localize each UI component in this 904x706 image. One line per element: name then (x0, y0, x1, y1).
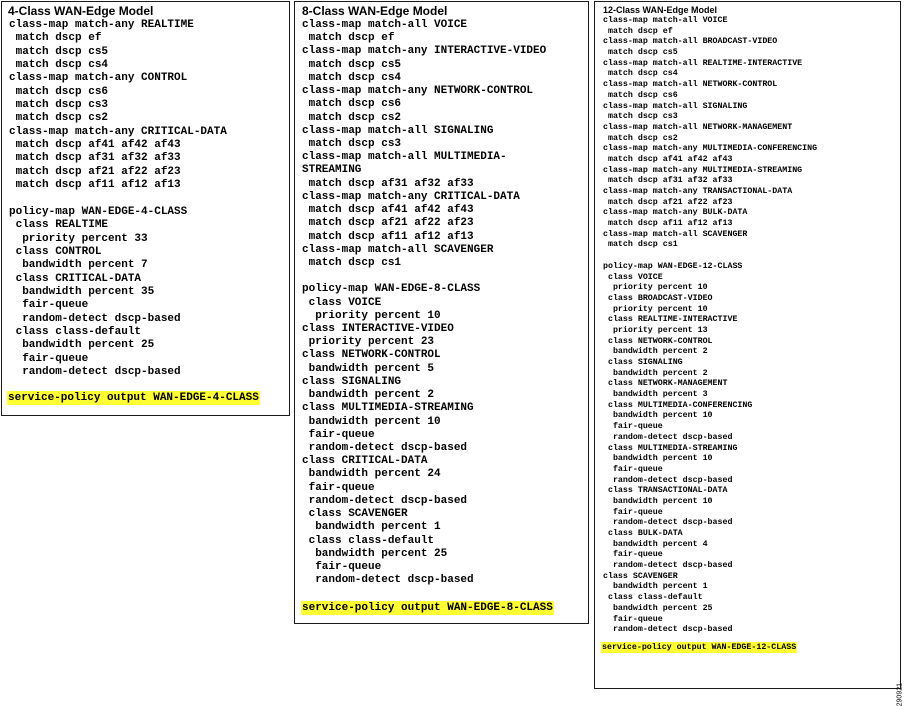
config-line: match dscp cs1 (302, 256, 402, 269)
service-policy-highlight: service-policy output WAN-EDGE-8-CLASS (302, 602, 553, 614)
panel-title: 12-Class WAN-Edge Model (603, 5, 718, 15)
config-line: class NETWORK-CONTROL (302, 349, 441, 362)
config-line: bandwidth percent 3 (603, 390, 708, 400)
config-line: class CRITICAL-DATA (302, 455, 428, 468)
config-line: bandwidth percent 25 (9, 339, 155, 352)
config-line: match dscp af11 af12 af13 (9, 179, 181, 192)
config-line: bandwidth percent 25 (302, 547, 448, 560)
config-line: bandwidth percent 24 (302, 468, 441, 481)
config-line: policy-map WAN-EDGE-8-CLASS (302, 283, 481, 296)
config-line: class MULTIMEDIA-STREAMING (302, 402, 474, 415)
config-line: match dscp af41 af42 af43 (302, 204, 474, 217)
config-line: class-map match-any MULTIMEDIA-CONFERENCING (603, 144, 818, 154)
config-line: match dscp cs6 (9, 85, 109, 98)
config-line: match dscp af31 af32 af33 (302, 177, 474, 190)
config-line: random-detect dscp-based (9, 365, 181, 378)
service-policy-highlight: service-policy output WAN-EDGE-12-CLASS (602, 643, 797, 652)
config-code-block (9, 19, 227, 379)
config-line: class-map match-all NETWORK-CONTROL (603, 80, 778, 90)
config-line: class-map match-all VOICE (603, 16, 728, 25)
config-line: bandwidth percent 10 (302, 415, 441, 428)
config-line: class-map match-any BULK-DATA (603, 208, 748, 218)
config-line: match dscp ef (9, 32, 102, 45)
config-line: match dscp cs2 (603, 133, 678, 143)
config-line: match dscp cs4 (603, 69, 678, 79)
config-code-block (302, 19, 546, 587)
config-line: bandwidth percent 10 (603, 454, 713, 464)
config-line: bandwidth percent 5 (302, 362, 435, 375)
config-code-block (603, 16, 817, 636)
config-line: fair-queue (603, 507, 663, 517)
config-line: bandwidth percent 2 (603, 347, 708, 357)
config-line: class TRANSACTIONAL-DATA (603, 486, 728, 496)
config-line: class BULK-DATA (603, 529, 683, 538)
config-line: class-map match-any NETWORK-CONTROL (302, 85, 534, 98)
config-line: match dscp cs6 (603, 90, 678, 100)
config-line: fair-queue (603, 550, 663, 560)
config-line: fair-queue (9, 299, 89, 312)
service-policy-highlight: service-policy output WAN-EDGE-4-CLASS (8, 392, 259, 404)
config-line: priority percent 10 (603, 283, 708, 293)
config-line: match dscp cs5 (302, 58, 402, 71)
config-line: match dscp ef (603, 26, 673, 36)
config-line: priority percent 10 (302, 309, 441, 322)
config-line: match dscp cs1 (603, 240, 678, 250)
config-line: bandwidth percent 4 (603, 539, 708, 549)
twelve-class-model-panel (594, 1, 901, 689)
config-line: match dscp cs4 (302, 71, 402, 84)
config-line: random-detect dscp-based (603, 518, 733, 528)
config-line: class-map match-any REALTIME (9, 19, 194, 31)
config-line: class SIGNALING (603, 358, 683, 367)
config-line: random-detect dscp-based (302, 574, 474, 587)
config-line: random-detect dscp-based (9, 312, 181, 325)
config-line: random-detect dscp-based (603, 432, 733, 442)
config-line: class VOICE (302, 296, 382, 309)
config-line: match dscp af11 af12 af13 (603, 219, 733, 229)
config-line: class-map match-all SIGNALING (603, 101, 748, 111)
config-line: match dscp cs2 (302, 111, 402, 124)
config-line: fair-queue (603, 464, 663, 474)
config-line: match dscp af21 af22 af23 (603, 197, 733, 207)
config-line: class NETWORK-MANAGEMENT (603, 379, 728, 389)
config-line: class class-default (9, 325, 142, 338)
config-line: class VOICE (603, 272, 663, 282)
config-line: fair-queue (302, 560, 382, 573)
config-line: class-map match-any INTERACTIVE-VIDEO (302, 45, 547, 58)
config-line: class-map match-any CONTROL (9, 72, 188, 85)
config-line: class SCAVENGER (302, 508, 408, 521)
config-line: match dscp af41 af42 af43 (603, 154, 733, 164)
config-line: class-map match-all SCAVENGER (302, 243, 494, 256)
config-line: fair-queue (9, 352, 89, 365)
config-line: class CRITICAL-DATA (9, 272, 142, 285)
config-line: priority percent 33 (9, 232, 148, 245)
config-line: class-map match-any TRANSACTIONAL-DATA (603, 187, 793, 196)
config-line: priority percent 10 (603, 304, 708, 314)
config-line: bandwidth percent 2 (302, 389, 435, 402)
config-line: fair-queue (603, 614, 663, 624)
config-line: bandwidth percent 25 (603, 603, 713, 613)
panel-title: 4-Class WAN-Edge Model (8, 4, 154, 18)
config-line: fair-queue (302, 428, 375, 441)
config-line: priority percent 13 (603, 325, 708, 335)
config-line: class-map match-any MULTIMEDIA-STREAMING (603, 165, 803, 175)
figure-id: 290921 (896, 683, 903, 706)
config-line: class CONTROL (9, 245, 102, 258)
config-line: class class-default (302, 534, 435, 547)
config-line: match dscp cs4 (9, 59, 109, 72)
config-line: match dscp cs5 (603, 48, 678, 58)
config-line: class class-default (603, 593, 703, 603)
config-line: fair-queue (603, 422, 663, 432)
config-line: random-detect dscp-based (302, 442, 468, 454)
config-line: class SIGNALING (302, 375, 402, 388)
config-line: match dscp cs2 (9, 112, 109, 125)
config-line: match dscp ef (302, 32, 395, 45)
config-line: class-map match-all REALTIME-INTERACTIVE (603, 58, 803, 68)
config-line: class BROADCAST-VIDEO (603, 293, 713, 303)
config-line: class INTERACTIVE-VIDEO (302, 323, 454, 336)
config-line: random-detect dscp-based (603, 625, 733, 635)
config-line: match dscp cs3 (603, 112, 678, 122)
config-line: bandwidth percent 35 (9, 285, 155, 298)
config-line: bandwidth percent 2 (603, 368, 708, 378)
config-line: match dscp cs3 (9, 99, 109, 112)
config-line: match dscp af21 af22 af23 (9, 165, 181, 178)
config-line: match dscp cs5 (9, 45, 109, 58)
config-line (9, 192, 227, 205)
config-line: match dscp af31 af32 af33 (9, 152, 181, 165)
config-line: match dscp af41 af42 af43 (9, 139, 181, 152)
panel-title: 8-Class WAN-Edge Model (302, 4, 448, 18)
config-line: bandwidth percent 1 (302, 521, 441, 534)
config-line: class SCAVENGER (603, 571, 678, 581)
config-line: match dscp af21 af22 af23 (302, 217, 474, 230)
config-line: random-detect dscp-based (603, 561, 733, 571)
config-line: class MULTIMEDIA-CONFERENCING (603, 400, 753, 410)
config-line: class NETWORK-CONTROL (603, 336, 713, 346)
config-line: policy-map WAN-EDGE-4-CLASS (9, 205, 188, 218)
config-line: bandwidth percent 1 (603, 582, 708, 592)
config-line: class REALTIME (9, 219, 109, 232)
config-line: policy-map WAN-EDGE-12-CLASS (603, 261, 743, 271)
config-line: class-map match-all SCAVENGER (603, 229, 748, 239)
config-line: STREAMING (302, 164, 362, 177)
config-line: match dscp af31 af32 af33 (603, 176, 733, 186)
config-line: class MULTIMEDIA-STREAMING (603, 443, 738, 453)
config-line: class-map match-all NETWORK-MANAGEMENT (603, 122, 793, 132)
eight-class-model-panel (294, 1, 589, 624)
config-line: priority percent 23 (302, 336, 435, 349)
config-line: match dscp af11 af12 af13 (302, 230, 474, 243)
config-line: class-map match-all SIGNALING (302, 124, 494, 137)
config-line: random-detect dscp-based (603, 475, 733, 485)
config-line (302, 270, 546, 283)
config-line: match dscp cs6 (302, 98, 402, 111)
config-line: random-detect dscp-based (302, 494, 468, 507)
config-line: fair-queue (302, 481, 375, 494)
config-line: bandwidth percent 7 (9, 259, 148, 272)
config-line: class-map match-all MULTIMEDIA- (302, 151, 507, 164)
config-line: bandwidth percent 10 (603, 496, 713, 506)
four-class-model-panel (1, 1, 290, 416)
config-line: match dscp cs3 (302, 137, 402, 150)
config-line (603, 251, 817, 262)
config-line: class-map match-any CRITICAL-DATA (302, 190, 520, 203)
config-line: class-map match-all VOICE (302, 19, 468, 31)
config-line: class-map match-all BROADCAST-VIDEO (603, 37, 778, 47)
config-line: bandwidth percent 10 (603, 411, 713, 421)
config-line: class REALTIME-INTERACTIVE (603, 315, 738, 325)
config-line: class-map match-any CRITICAL-DATA (9, 125, 227, 138)
